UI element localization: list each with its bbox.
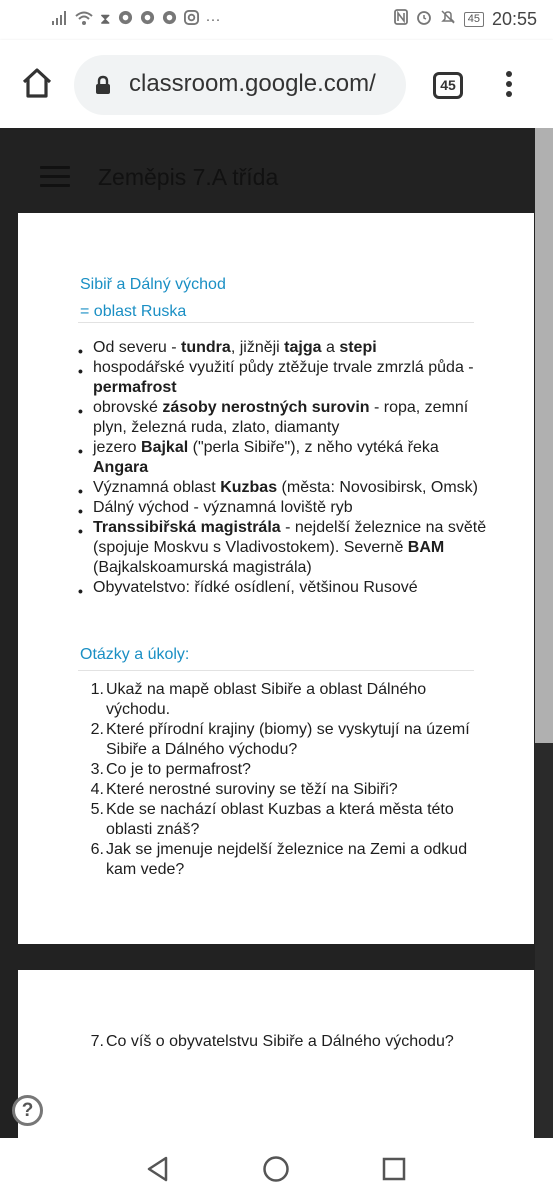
divider [78, 322, 474, 323]
scrollbar-thumb[interactable] [535, 128, 553, 743]
bold-term: BAM [407, 539, 445, 556]
question-item [88, 840, 488, 880]
bullet-text: obrovské [93, 399, 163, 416]
bold-term: Kuzbas [220, 479, 278, 496]
material-page-2 [18, 970, 534, 1138]
more-vert-icon [506, 71, 512, 77]
bullet-item [78, 578, 488, 598]
question-item [88, 720, 488, 760]
questions-list [88, 680, 488, 880]
chrome-icon [140, 10, 155, 30]
wifi-icon [75, 11, 93, 30]
home-circle-icon [262, 1155, 290, 1183]
bullet-text: Dálný východ - významná loviště ryb [93, 499, 353, 516]
bold-term: Bajkal [141, 439, 189, 456]
material-page-1 [18, 213, 534, 944]
status-bar [0, 0, 553, 40]
bullet-item [78, 518, 488, 578]
question-text: Kde se nachází oblast Kuzbas a která města této oblasti znáš? [106, 801, 454, 838]
instagram-icon [184, 10, 199, 30]
signal-icon [52, 11, 68, 30]
bullet-text: - nejdelší železnice na světě (spojuje Moskvu s Vladivostokem). Severně [93, 519, 487, 556]
bullet-text: a [321, 339, 340, 356]
bold-term: tajga [284, 339, 322, 356]
question-item [88, 780, 488, 800]
hamburger-icon [40, 166, 70, 169]
system-nav-bar [0, 1138, 553, 1200]
browser-menu-button[interactable] [503, 71, 515, 101]
chrome-icon [118, 10, 133, 30]
question-number: 1. [90, 681, 104, 698]
bullet-item [78, 498, 488, 518]
bullet-text: (Bajkalskoamurská magistrála) [93, 559, 312, 576]
bold-term: permafrost [93, 379, 177, 396]
question-text: Jak se jmenuje nejdelší železnice na Zemi a odkud kam vede? [106, 841, 468, 878]
bullet-text: ("perla Sibiře"), z něho vytéká řeka [188, 439, 439, 456]
hamburger-menu-button[interactable] [40, 166, 70, 188]
home-button[interactable] [20, 66, 54, 100]
hourglass-icon: ⧗ [100, 11, 111, 28]
bullet-item [78, 478, 488, 498]
bullet-text: - ropa, zemní plyn, železná ruda, zlato, diamanty [93, 399, 469, 436]
more-dots-icon: ··· [205, 11, 221, 28]
bold-term: Angara [93, 459, 149, 476]
question-text: Ukaž na mapě oblast Sibiře a oblast Dálného východu. [106, 681, 427, 718]
question-text: Které přírodní krajiny (biomy) se vyskytují na území Sibiře a Dálného východu? [106, 721, 470, 758]
help-button[interactable]: ? [12, 1095, 43, 1126]
status-right-icons [394, 9, 537, 30]
question-item [88, 760, 488, 780]
bullet-item [78, 338, 488, 358]
clock: 20:55 [491, 9, 537, 29]
bold-term: Transsibiřská magistrála [93, 519, 281, 536]
question-item [88, 800, 488, 840]
back-icon [144, 1155, 172, 1183]
address-bar[interactable] [74, 55, 406, 115]
bullet-item [78, 358, 488, 398]
chrome-icon [162, 10, 177, 30]
nfc-icon [394, 9, 408, 30]
bullet-list [78, 338, 488, 598]
question-number: 5. [90, 801, 104, 818]
question-number: 7. [90, 1033, 104, 1050]
question-text: Které nerostné suroviny se těží na Sibiři? [106, 781, 398, 798]
section-subheading: = oblast Ruska [80, 303, 187, 320]
back-button[interactable] [144, 1155, 172, 1183]
bold-term: zásoby nerostných surovin [162, 399, 370, 416]
status-left-icons [52, 10, 221, 30]
recents-button[interactable] [380, 1155, 408, 1183]
section-heading: Sibiř a Dálný východ [80, 276, 226, 293]
bullet-text: Od severu - [93, 339, 182, 356]
question-item [88, 680, 488, 720]
bullet-text: jezero [93, 439, 142, 456]
bullet-text: , jižněji [230, 339, 285, 356]
questions-list [88, 1032, 488, 1052]
question-text: Co je to permafrost? [106, 761, 251, 778]
battery-indicator: 45 [464, 12, 484, 27]
recents-icon [380, 1155, 408, 1183]
class-title: Zeměpis 7.A třída [98, 164, 279, 190]
bold-term: stepi [339, 339, 377, 356]
question-number: 2. [90, 721, 104, 738]
question-number: 6. [90, 841, 104, 858]
alarm-icon [416, 9, 432, 30]
bullet-text: hospodářské využití půdy ztěžuje trvale zmrzlá půda - [93, 359, 474, 376]
question-text: Co víš o obyvatelstvu Sibiře a Dálného východu? [106, 1033, 454, 1050]
home-icon [20, 66, 54, 100]
home-nav-button[interactable] [262, 1155, 290, 1183]
browser-toolbar [0, 40, 553, 128]
question-number: 3. [90, 761, 104, 778]
url-text: classroom.google.com/ [129, 70, 376, 97]
bullet-text: Významná oblast [93, 479, 221, 496]
bullet-text: (města: Novosibirsk, Omsk) [277, 479, 479, 496]
tab-switcher-button[interactable]: 45 [433, 72, 463, 99]
bullet-item [78, 398, 488, 438]
bullet-text: Obyvatelstvo: řídké osídlení, většinou Rusové [93, 579, 418, 596]
question-item [88, 1032, 488, 1052]
question-number: 4. [90, 781, 104, 798]
questions-heading: Otázky a úkoly: [80, 646, 190, 663]
lock-icon [94, 75, 112, 95]
divider [78, 670, 474, 671]
bold-term: tundra [181, 339, 231, 356]
bullet-item [78, 438, 488, 478]
mute-icon [440, 9, 456, 30]
